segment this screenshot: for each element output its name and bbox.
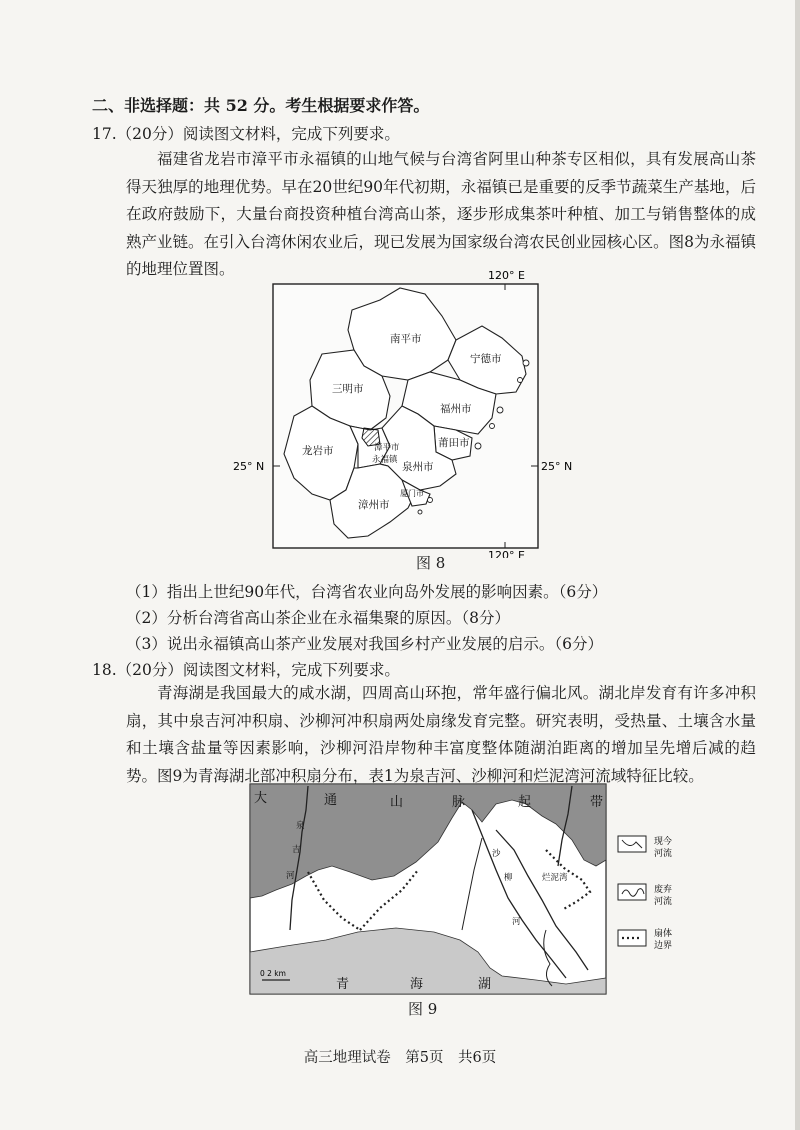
legend-swatch-current-river: [618, 836, 646, 852]
label-longyan: 龙岩市: [302, 445, 334, 457]
q17-question-1: （1）指出上世纪90年代，台湾省农业向岛外发展的影响因素。（6分）: [126, 583, 608, 601]
label-quanzhou: 泉州市: [402, 461, 434, 473]
mountain-char-3: 山: [390, 795, 404, 810]
mountain-char-2: 通: [324, 793, 338, 808]
island: [418, 510, 422, 514]
figure-9-caption: 图 9: [408, 1000, 438, 1018]
lake-char-3: 湖: [478, 977, 492, 992]
label-xiamen: 厦门市: [400, 489, 424, 498]
label-ningde: 宁德市: [470, 353, 502, 365]
lake-char-1: 青: [336, 977, 350, 992]
mountain-char-5: 起: [518, 795, 532, 810]
left-latitude-label: 25° N: [233, 460, 265, 473]
label-nanping: 南平市: [390, 333, 422, 345]
q17-question-2: （2）分析台湾省高山茶企业在永福集聚的原因。（8分）: [126, 609, 510, 627]
island: [518, 378, 523, 383]
bottom-longitude-label: 120° E: [488, 549, 525, 558]
legend-abandoned-river-l1: 废弃: [654, 885, 673, 895]
river-label-he1: 河: [286, 871, 295, 881]
figure-9-map: [246, 780, 726, 998]
legend-fan-boundary-l1: 扇体: [654, 929, 673, 939]
label-yongfu: 永福镇: [372, 455, 398, 465]
label-sanming: 三明市: [332, 383, 364, 395]
island: [523, 360, 529, 366]
label-putian: 莆田市: [438, 437, 470, 449]
q17-question-3: （3）说出永福镇高山茶产业发展对我国乡村产业发展的启示。（6分）: [126, 635, 603, 653]
q18-title: 18.（20分）阅读图文材料，完成下列要求。: [92, 661, 400, 679]
river-label-ji: 吉: [292, 845, 301, 855]
section-heading: 二、非选择题：共 52 分。考生根据要求作答。: [92, 96, 430, 115]
mountain-char-6: 带: [590, 795, 604, 810]
mountain-char-4: 脉: [452, 795, 466, 810]
island: [490, 424, 495, 429]
figure-8-map: [230, 268, 580, 558]
label-zhangzhou: 漳州市: [358, 499, 390, 511]
river-label-he2: 河: [512, 917, 521, 927]
legend-swatch-abandoned-river: [618, 884, 646, 900]
q17-title: 17.（20分）阅读图文材料，完成下列要求。: [92, 125, 400, 143]
legend-current-river-l2: 河流: [654, 849, 673, 859]
island: [497, 407, 503, 413]
mountain-char-1: 大: [254, 791, 268, 806]
scale-label: 0 2 km: [260, 969, 286, 978]
river-label-quan: 泉: [296, 821, 305, 831]
q17-paragraph: 福建省龙岩市漳平市永福镇的山地气候与台湾省阿里山种茶专区相似，具有发展高山茶得天独厚的地理优势。早在20世纪90年代初期，永福镇已是重要的反季节蔬菜生产基地，后在政府鼓励下，大量台商投资种植台湾高山茶，逐步形成集茶叶种植、加工与销售整体的成熟产业链。在引入台湾休闲农业后，现已发展为国家级台湾农民创业园核心区。图8为永福镇的地理位置图。: [126, 150, 756, 278]
river-label-liu: 柳: [504, 873, 513, 883]
island: [428, 498, 433, 503]
label-zhangping: 漳平市: [374, 443, 400, 453]
right-latitude-label: 25° N: [541, 460, 573, 473]
q18-paragraph: 青海湖是我国最大的咸水湖，四周高山环抱，常年盛行偏北风。湖北岸发育有许多冲积扇，其中泉吉河冲积扇、沙柳河冲积扇两处扇缘发育完整。研究表明，受热量、土壤含水量和土壤含盐量等因素影响，沙柳河沿岸物种丰富度整体随湖泊距离的增加呈先增后减的趋势。图9为青海湖北部冲积扇分布，表1为泉吉河、沙柳河和烂泥湾河流域特征比较。: [126, 684, 756, 785]
legend-abandoned-river-l2: 河流: [654, 897, 673, 907]
island: [475, 443, 481, 449]
figure-8-caption: 图 8: [416, 554, 446, 572]
page-edge-shadow: [795, 0, 800, 1130]
label-fuzhou: 福州市: [440, 403, 472, 415]
top-longitude-label: 120° E: [488, 269, 525, 282]
lake-char-2: 海: [410, 977, 424, 992]
legend-current-river-l1: 现今: [654, 837, 673, 847]
river-label-lanniwan: 烂泥湾: [542, 873, 568, 883]
legend-fan-boundary-l2: 边界: [654, 941, 673, 951]
page-footer: 高三地理试卷 第5页 共6页: [303, 1050, 497, 1066]
river-label-sha: 沙: [492, 849, 501, 859]
legend: [618, 835, 672, 951]
